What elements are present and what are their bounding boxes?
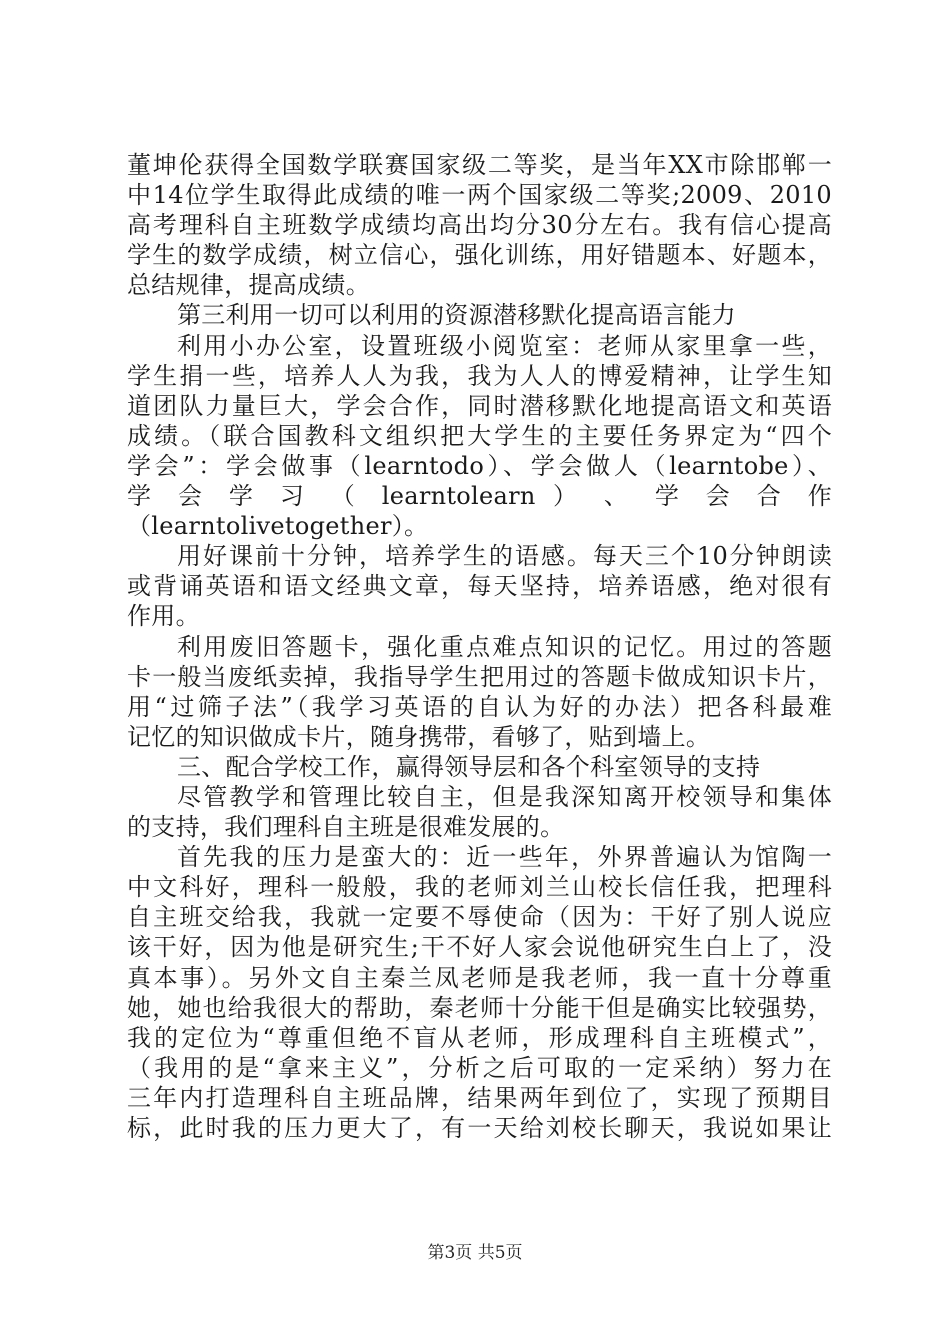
- text-line: 卡一般当废纸卖掉，我指导学生把用过的答题卡做成知识卡片，: [127, 662, 832, 691]
- document-body: [127, 150, 832, 1143]
- text-line: 记忆的知识做成卡片，随身携带，看够了，贴到墙上。: [127, 722, 711, 751]
- text-line: 真本事）。另外文自主秦兰凤老师是我老师，我一直十分尊重: [127, 963, 832, 992]
- text-line: 标，此时我的压力更大了，有一天给刘校长聊天，我说如果让: [127, 1114, 832, 1142]
- text-line: 道团队力量巨大，学会合作，同时潜移默化地提高语文和英语: [127, 391, 832, 420]
- text-line: （我用的是“拿来主义”，分析之后可取的一定采纳）努力在: [127, 1053, 832, 1082]
- text-line: 学 会 学 习 （ learntolearn ） 、 学 会 合 作: [127, 482, 832, 511]
- text-line: 学生的数学成绩，树立信心，强化训练，用好错题本、好题本，: [127, 241, 832, 270]
- text-line: 中14位学生取得此成绩的唯一两个国家级二等奖;2009、2010: [127, 181, 832, 210]
- text-line: 该干好，因为他是研究生;干不好人家会说他研究生白上了，没: [127, 933, 832, 962]
- text-line: 她，她也给我很大的帮助，秦老师十分能干但是确实比较强势，: [127, 993, 832, 1022]
- text-line: 董坤伦获得全国数学联赛国家级二等奖，是当年XX市除邯郸一: [127, 151, 832, 179]
- text-line: 的支持，我们理科自主班是很难发展的。: [127, 813, 565, 842]
- text-line: 自主班交给我，我就一定要不辱使命（因为：干好了别人说应: [127, 903, 832, 932]
- text-line: 尽管教学和管理比较自主，但是我深知离开校领导和集体: [177, 782, 832, 811]
- section-heading: 三、配合学校工作，赢得领导层和各个科室领导的支持: [177, 752, 761, 781]
- text-line: 利用小办公室，设置班级小阅览室：老师从家里拿一些，: [177, 331, 832, 360]
- text-line: 用“过筛子法”（我学习英语的自认为好的办法）把各科最难: [127, 692, 832, 721]
- text-line: （learntolivetogether）。: [127, 512, 429, 541]
- text-line: 或背诵英语和语文经典文章，每天坚持，培养语感，绝对很有: [127, 572, 832, 601]
- text-line: 高考理科自主班数学成绩均高出均分30分左右。我有信心提高: [127, 211, 832, 240]
- page-footer: 第3页 共5页: [427, 1243, 523, 1263]
- text-line: 我的定位为“尊重但绝不盲从老师，形成理科自主班模式”，: [127, 1023, 832, 1052]
- text-line: 学生捐一些，培养人人为我，我为人人的博爱精神，让学生知: [127, 361, 832, 390]
- text-line: 成绩。（联合国教科文组织把大学生的主要任务界定为“四个: [127, 421, 832, 450]
- text-line: 学会”：学会做事（learntodo）、学会做人（learntobe）、: [127, 451, 832, 480]
- text-line: 利用废旧答题卡，强化重点难点知识的记忆。用过的答题: [177, 632, 832, 661]
- text-line: 三年内打造理科自主班品牌，结果两年到位了，实现了预期目: [127, 1083, 832, 1112]
- text-line: 总结规律，提高成绩。: [127, 271, 370, 300]
- text-line: 作用。: [127, 602, 200, 631]
- text-line: 用好课前十分钟，培养学生的语感。每天三个10分钟朗读: [177, 542, 832, 571]
- section-heading: 第三利用一切可以利用的资源潜移默化提高语言能力: [177, 301, 736, 330]
- text-line: 首先我的压力是蛮大的：近一些年，外界普遍认为馆陶一: [177, 843, 832, 872]
- text-line: 中文科好，理科一般般，我的老师刘兰山校长信任我，把理科: [127, 873, 832, 902]
